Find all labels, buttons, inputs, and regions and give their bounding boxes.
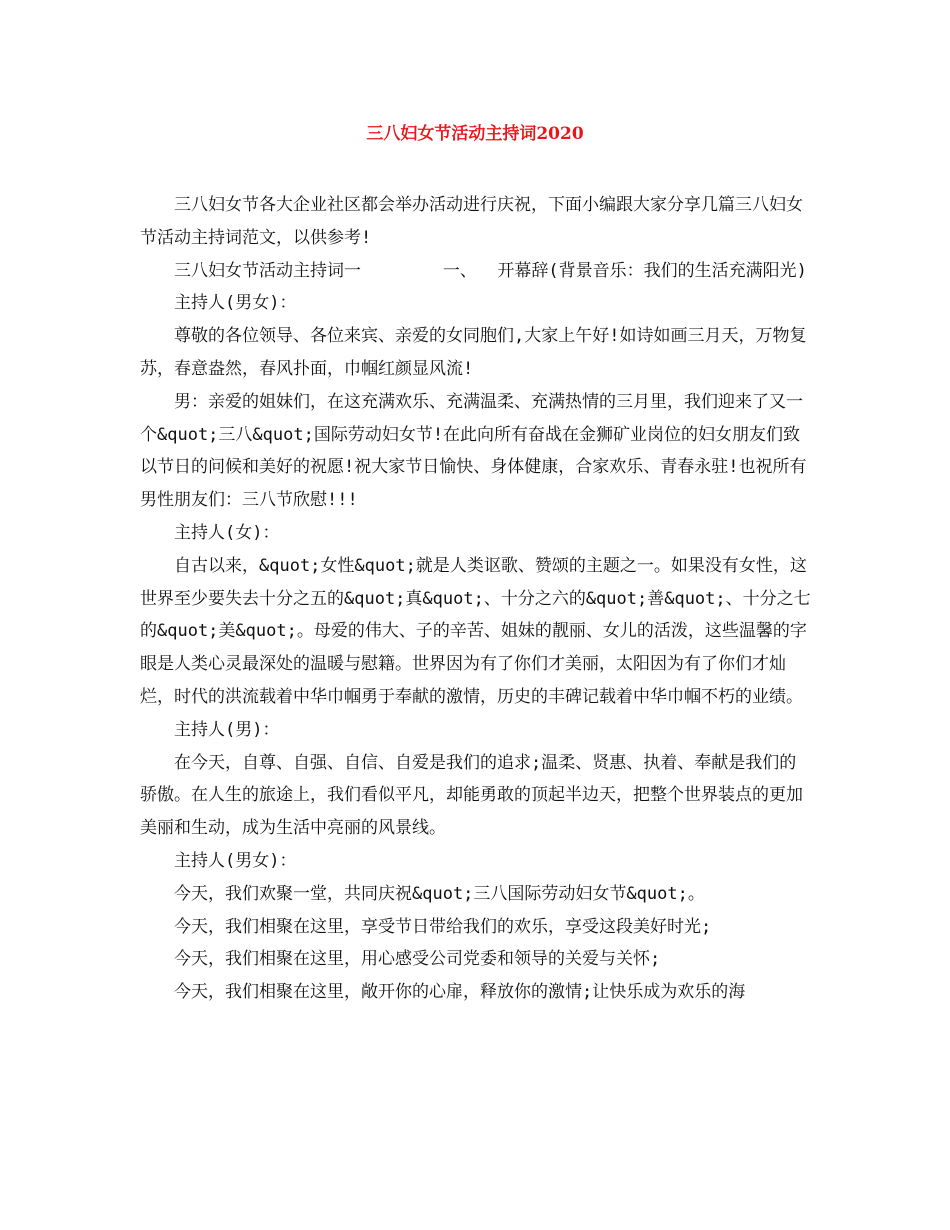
paragraph-today-4: 今天，我们相聚在这里，敞开你的心扉，释放你的激情;让快乐成为欢乐的海: [174, 982, 746, 1003]
paragraph-male-speech-2: 在今天，自尊、自强、自信、自爱是我们的追求;温柔、贤惠、执着、奉献是我们的骄傲。在人生的旅途上，我们看似平凡，却能勇敢的顶起半边天，把整个世界装点的更加美丽和生动，成为生活中亮丽的风景线。: [140, 752, 803, 839]
paragraph-today-2: 今天，我们相聚在这里，享受节日带给我们的欢乐，享受这段美好时光;: [174, 916, 712, 937]
paragraph-speaker-both-2: 主持人(男女)：: [174, 850, 297, 871]
paragraph-section-heading: 三八妇女节活动主持词一 一、 开幕辞(背景音乐：我们的生活充满阳光): [174, 260, 807, 281]
paragraph-today-1: 今天，我们欢聚一堂，共同庆祝&quot;三八国际劳动妇女节&quot;。: [174, 883, 705, 904]
paragraph-speaker-male: 主持人(男)：: [174, 719, 280, 740]
paragraph-speaker-female: 主持人(女)：: [174, 522, 280, 543]
paragraph-male-speech: 男：亲爱的姐妹们，在这充满欢乐、充满温柔、充满热情的三月里，我们迎来了又一个&quot;三八&quot;国际劳动妇女节!在此向所有奋战在金狮矿业岗位的妇女朋友们致以节日的问候和美好的祝愿!祝大家节日愉快、身体健康，合家欢乐、青春永驻!也祝所有男性朋友们：三八节欣慰!!!: [140, 391, 807, 511]
document-body: [140, 189, 812, 1009]
paragraph-speaker-both-1: 主持人(男女)：: [174, 293, 297, 314]
paragraph-female-speech: 自古以来，&quot;女性&quot;就是人类讴歌、赞颂的主题之一。如果没有女性，这世界至少要失去十分之五的&quot;真&quot;、十分之六的&quot;善&quot;、十分之七的&quot;美&quot;。母爱的伟大、子的辛苦、姐妹的靓丽、女儿的活泼，这些温馨的字眼是人类心灵最深处的温暖与慰籍。世界因为有了你们才美丽，太阳因为有了你们才灿烂，时代的洪流载着中华巾帼勇于奉献的激情，历史的丰碑记载着中华巾帼不朽的业绩。: [140, 555, 811, 707]
paragraph-intro: 三八妇女节各大企业社区都会举办活动进行庆祝，下面小编跟大家分享几篇三八妇女节活动主持词范文，以供参考!: [140, 195, 803, 248]
paragraph-today-3: 今天，我们相聚在这里，用心感受公司党委和领导的关爱与关怀;: [174, 949, 661, 970]
document-title: 三八妇女节活动主持词2020: [366, 124, 584, 144]
paragraph-opening-greeting: 尊敬的各位领导、各位来宾、亲爱的女同胞们,大家上午好!如诗如画三月天，万物复苏，春意盎然，春风扑面，巾帼红颜显风流!: [140, 326, 807, 379]
